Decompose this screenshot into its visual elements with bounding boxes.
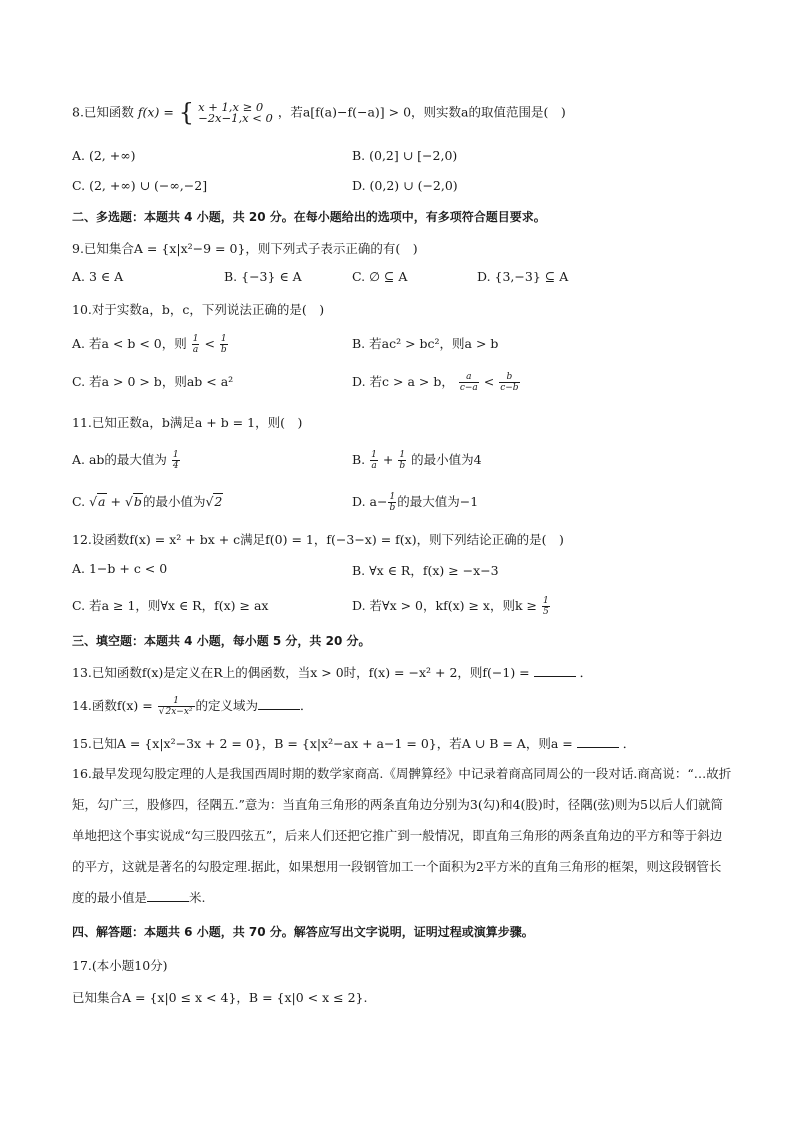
- q12-option-b[interactable]: B. ∀x ∈ R，f(x) ≥ −x−3: [352, 563, 499, 578]
- q11-option-d[interactable]: [352, 492, 478, 513]
- radicand: 2: [214, 494, 223, 509]
- q11-option-a-text: A. ab的最大值为: [72, 452, 167, 467]
- q10-option-a[interactable]: [72, 334, 229, 355]
- q14-stem-suffix: 的定义域为: [195, 698, 259, 713]
- q12-option-c[interactable]: C. 若a ≥ 1，则∀x ∈ R，f(x) ≥ ax: [72, 598, 269, 613]
- q10-option-c[interactable]: C. 若a > 0 > b，则ab < a²: [72, 374, 234, 389]
- q9-option-c[interactable]: C. ∅ ⊆ A: [352, 269, 408, 284]
- q11-option-a[interactable]: [72, 450, 181, 471]
- q8-option-d[interactable]: D. (0,2) ∪ (−2,0): [352, 178, 458, 193]
- q16-unit: 米.: [189, 890, 206, 905]
- q8-function-name: f(x) =: [137, 104, 174, 120]
- fraction: $\frac{1}{5}$: [542, 596, 549, 617]
- question-9-stem: 9.已知集合A = {x|x²−9 = 0}，则下列式子表示正确的有( ): [72, 241, 418, 256]
- q12-option-a[interactable]: A. 1−b + c < 0: [72, 561, 168, 576]
- q15-end: ．: [622, 736, 636, 751]
- question-13: [72, 663, 592, 681]
- question-8-stem: [72, 98, 566, 127]
- question-12-stem: 12.设函数f(x) = x² + bx + c满足f(0) = 1，f(−3−x) = f(x)，则下列结论正确的是( ): [72, 532, 564, 547]
- q14-end: ．: [300, 698, 313, 713]
- q8-piecewise: [178, 98, 273, 127]
- answer-blank[interactable]: [147, 890, 189, 902]
- fraction: $\frac{1}{a}$: [192, 334, 199, 355]
- q11-option-d-label: D. a−: [352, 494, 388, 509]
- q11-option-b-label: B.: [352, 452, 370, 467]
- sqrt-icon: √: [89, 494, 98, 509]
- fraction: $\frac{1}{b}$: [220, 334, 227, 355]
- q8-stem-prefix: 8.已知函数: [72, 104, 134, 120]
- plus: +: [382, 452, 394, 467]
- q13-end: ．: [579, 665, 593, 680]
- q11-option-b[interactable]: [352, 450, 482, 471]
- radicand: 2x−x²: [165, 707, 193, 717]
- q11-option-d-text: 的最大值为−1: [397, 494, 479, 509]
- q11-option-c-text: 的最小值为: [142, 494, 206, 509]
- q8-case-2: −2x−1,x < 0: [198, 111, 273, 125]
- question-17-stem: 已知集合A = {x|0 ≤ x < 4}，B = {x|0 < x ≤ 2}.: [72, 990, 368, 1005]
- q9-option-d[interactable]: D. {3,−3} ⊆ A: [477, 269, 569, 284]
- brace-icon: {: [178, 98, 195, 127]
- answer-blank[interactable]: [577, 736, 619, 748]
- q10-option-a-text: A. 若a < b < 0，则: [72, 336, 187, 351]
- fraction: $\frac{b}{c-b}$: [500, 372, 519, 393]
- q8-case-1: x + 1,x ≥ 0: [198, 100, 264, 114]
- q9-option-a[interactable]: A. 3 ∈ A: [72, 269, 124, 284]
- question-11-stem: 11.已知正数a，b满足a + b = 1，则( ): [72, 415, 303, 430]
- q8-option-c[interactable]: C. (2, +∞) ∪ (−∞,−2]: [72, 178, 208, 193]
- q15-stem: 15.已知A = {x|x²−3x + 2 = 0}，B = {x|x²−ax + a−1 = 0}，若A ∪ B = A，则a =: [72, 736, 573, 751]
- q16-stem: 16.最早发现勾股定理的人是我国西周时期的数学家商高.《周髀算经》中记录着商高同周公的一段对话.商高说：“…故折矩，勾广三，股修四，径隅五.”意为：当直角三角形的两条直角边分别为3(勾)和4(股)时，径隅(弦)则为5以后人们就简单地把这个事实说成“勾三股四弦五”，后来人们还把它推广到一般情况，即直角三角形的两条直角边的平方和等于斜边的平方，这就是著名的勾股定理.据此，如果想用一段钢管加工一个面积为2平方米的直角三角形的框架，则这段钢管长度的最小值是: [72, 766, 732, 905]
- fraction: $\frac{1}{\text{√2x−x²}}$: [158, 696, 193, 717]
- q12-option-d-text: D. 若∀x > 0，kf(x) ≥ x，则k ≥: [352, 598, 537, 613]
- fraction: $\frac{1}{4}$: [172, 450, 179, 471]
- answer-blank[interactable]: [534, 665, 576, 677]
- q13-stem: 13.已知函数f(x)是定义在R上的偶函数，当x > 0时，f(x) = −x² + 2，则f(−1) =: [72, 665, 530, 680]
- q12-option-d[interactable]: [352, 596, 551, 617]
- question-10-stem: 10.对于实数a，b，c，下列说法正确的是( ): [72, 302, 325, 317]
- question-15: [72, 734, 635, 752]
- q10-option-b[interactable]: B. 若ac² > bc²，则a > b: [352, 336, 499, 351]
- section-heading-fill-in: 三、填空题：本题共 4 小题，每小题 5 分，共 20 分。: [72, 634, 371, 648]
- q11-option-b-text: 的最小值为4: [411, 452, 482, 467]
- fraction: $\frac{1}{a}$: [371, 450, 377, 471]
- sqrt-icon: √: [124, 494, 133, 509]
- question-14: [72, 696, 313, 717]
- question-17-title: 17.(本小题10分): [72, 958, 168, 973]
- section-heading-solutions: 四、解答题：本题共 6 小题，共 70 分。解答应写出文字说明，证明过程或演算步骤。: [72, 925, 534, 939]
- sqrt-icon: √: [158, 707, 165, 717]
- less-than: <: [483, 374, 495, 389]
- question-16: [72, 758, 732, 913]
- q8-option-b[interactable]: B. (0,2] ∪ [−2,0): [352, 148, 458, 163]
- q9-option-b[interactable]: B. {−3} ∈ A: [224, 269, 302, 284]
- answer-blank[interactable]: [258, 698, 300, 710]
- q10-option-d-text: D. 若c > a > b，: [352, 374, 454, 389]
- fraction: $\frac{1}{b}$: [399, 450, 406, 471]
- sqrt-icon: √: [205, 494, 214, 509]
- fraction: $\frac{a}{c-a}$: [459, 372, 478, 393]
- q10-option-d[interactable]: [352, 372, 521, 393]
- radicand: a: [98, 494, 106, 509]
- less-than: <: [204, 336, 215, 351]
- q14-stem-prefix: 14.函数f(x) =: [72, 698, 153, 713]
- q11-option-c-label: C.: [72, 494, 90, 509]
- fraction: $\frac{1}{b}$: [389, 492, 396, 513]
- q8-option-a[interactable]: A. (2, +∞): [72, 148, 136, 163]
- section-heading-multi-choice: 二、多选题：本题共 4 小题，共 20 分。在每小题给出的选项中，有多项符合题目要求。: [72, 210, 546, 224]
- radicand: b: [133, 494, 142, 509]
- q11-option-c[interactable]: [72, 492, 223, 510]
- plus: +: [110, 494, 121, 509]
- q8-stem-suffix: ，若a[f(a)−f(−a)] > 0，则实数a的取值范围是( ): [277, 104, 566, 120]
